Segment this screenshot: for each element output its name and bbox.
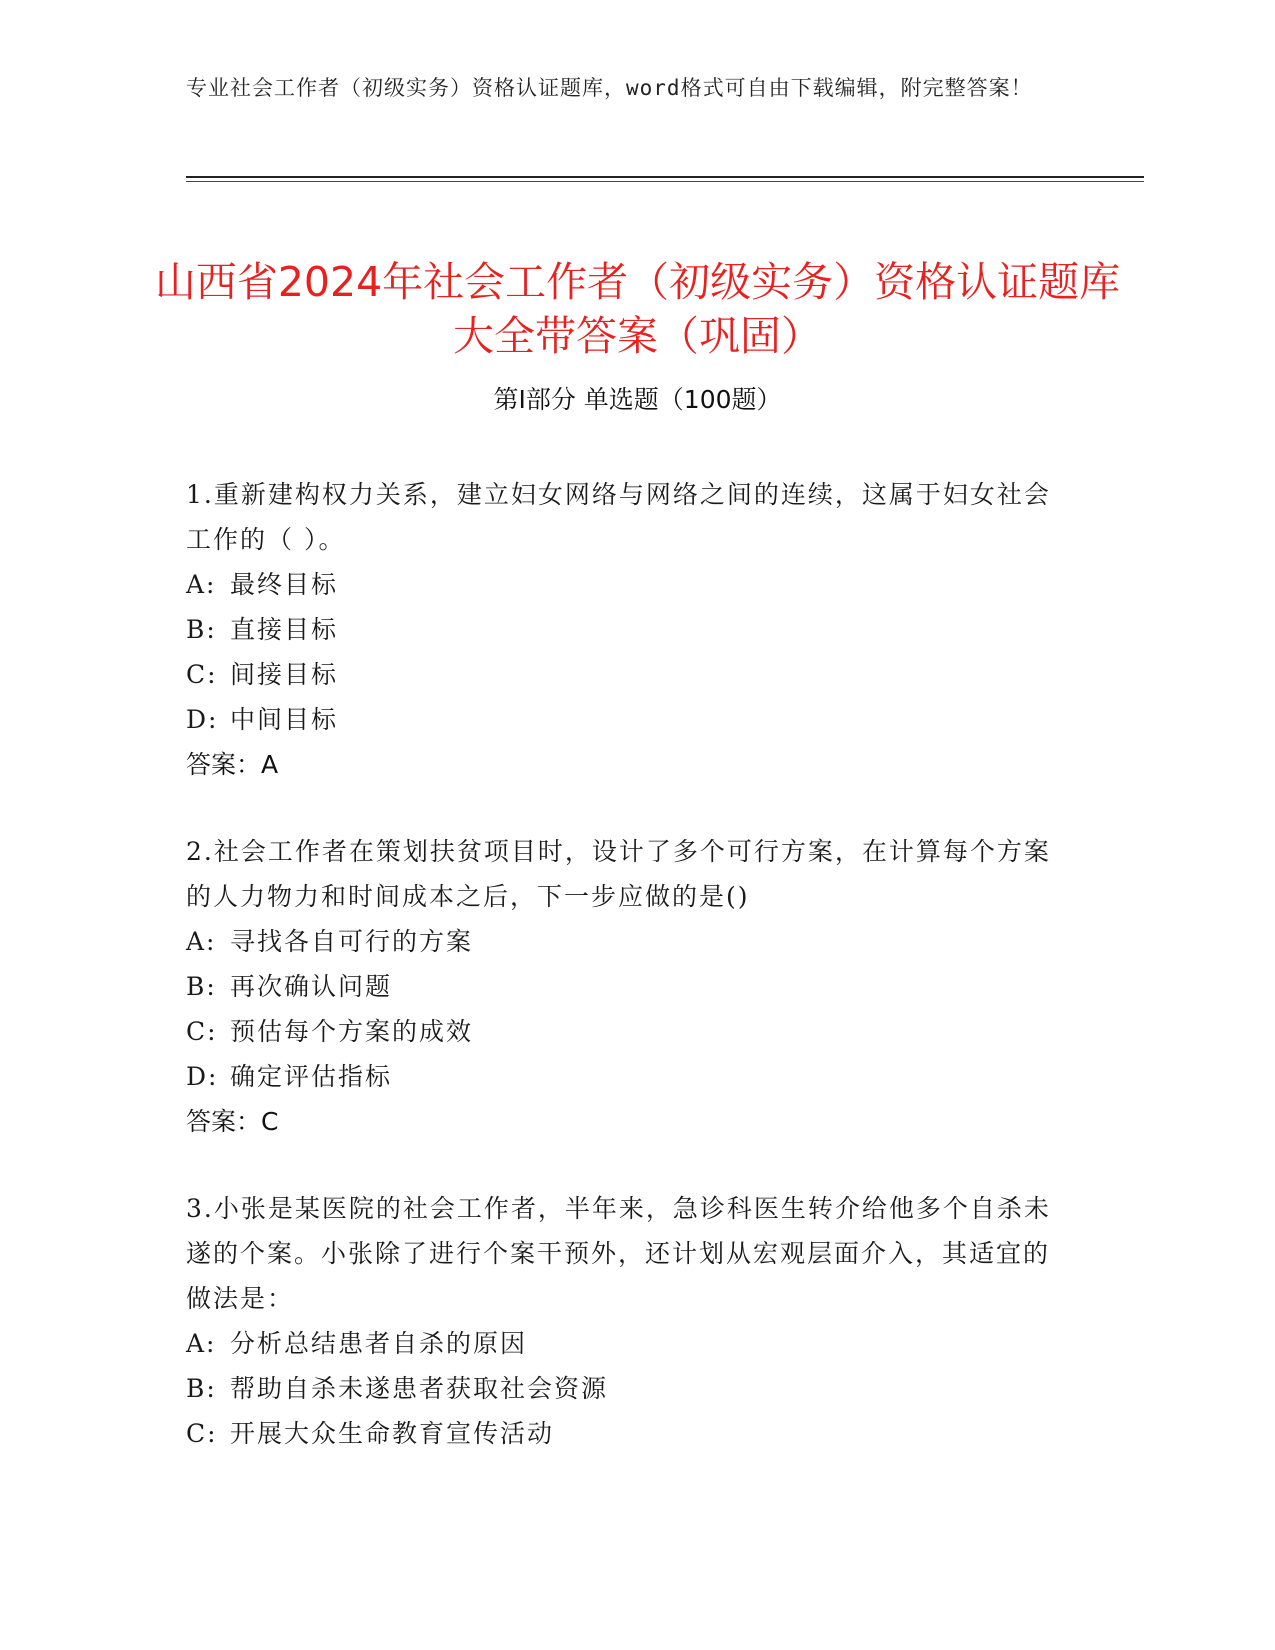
- question-3: [186, 1186, 1066, 1456]
- answer-line: 答案：C: [186, 1107, 279, 1136]
- option-c: [186, 1411, 1066, 1456]
- option-text: 开展大众生命教育宣传活动: [230, 1419, 555, 1448]
- answer-line: 答案：A: [186, 750, 279, 779]
- question-spacer: [186, 787, 1066, 829]
- header-note: 专业社会工作者（初级实务）资格认证题库，word格式可自由下载编辑，附完整答案！: [186, 76, 1033, 100]
- option-text: 分析总结患者自杀的原因: [230, 1329, 528, 1358]
- option-c: [186, 652, 1066, 697]
- header-divider-thick: [186, 176, 1144, 178]
- question-stem: 3.小张是某医院的社会工作者，半年来，急诊科医生转介给他多个自杀未遂的个案。小张除了进行个案干预外，还计划从宏观层面介入，其适宜的做法是：: [186, 1194, 1051, 1313]
- option-text: 预估每个方案的成效: [230, 1017, 474, 1046]
- option-key: B:: [186, 615, 217, 644]
- option-c: [186, 1009, 1066, 1054]
- option-key: C:: [186, 1419, 218, 1448]
- option-key: A:: [186, 927, 217, 956]
- option-key: A:: [186, 1329, 217, 1358]
- option-key: D:: [186, 705, 219, 734]
- header-divider-thin: [186, 181, 1144, 182]
- option-d: [186, 697, 1066, 742]
- option-text: 帮助自杀未遂患者获取社会资源: [230, 1374, 609, 1403]
- option-key: D:: [186, 1062, 219, 1091]
- option-text: 再次确认问题: [230, 972, 393, 1001]
- option-b: [186, 964, 1066, 1009]
- question-stem: 2.社会工作者在策划扶贫项目时，设计了多个可行方案，在计算每个方案的人力物力和时间成本之后，下一步应做的是(): [186, 837, 1051, 911]
- option-a: [186, 1321, 1066, 1366]
- option-d: [186, 1054, 1066, 1099]
- question-stem: 1.重新建构权力关系，建立妇女网络与网络之间的连续，这属于妇女社会工作的（ ）。: [186, 480, 1051, 554]
- option-key: A:: [186, 570, 217, 599]
- option-b: [186, 607, 1066, 652]
- question-spacer: [186, 1144, 1066, 1186]
- option-a: [186, 562, 1066, 607]
- section-heading: 第Ⅰ部分 单选题（100题）: [493, 385, 782, 414]
- question-1: [186, 472, 1066, 787]
- document-title: 山西省2024年社会工作者（初级实务）资格认证题库大全带答案（巩固）: [154, 258, 1121, 361]
- option-text: 直接目标: [230, 615, 339, 644]
- option-a: [186, 919, 1066, 964]
- option-key: B:: [186, 1374, 217, 1403]
- option-key: C:: [186, 1017, 218, 1046]
- question-list: [186, 472, 1066, 1456]
- option-text: 间接目标: [230, 660, 339, 689]
- option-text: 寻找各自可行的方案: [230, 927, 474, 956]
- option-text: 最终目标: [230, 570, 339, 599]
- question-2: [186, 829, 1066, 1144]
- option-b: [186, 1366, 1066, 1411]
- option-text: 确定评估指标: [230, 1062, 393, 1091]
- option-key: B:: [186, 972, 217, 1001]
- option-key: C:: [186, 660, 218, 689]
- option-text: 中间目标: [230, 705, 339, 734]
